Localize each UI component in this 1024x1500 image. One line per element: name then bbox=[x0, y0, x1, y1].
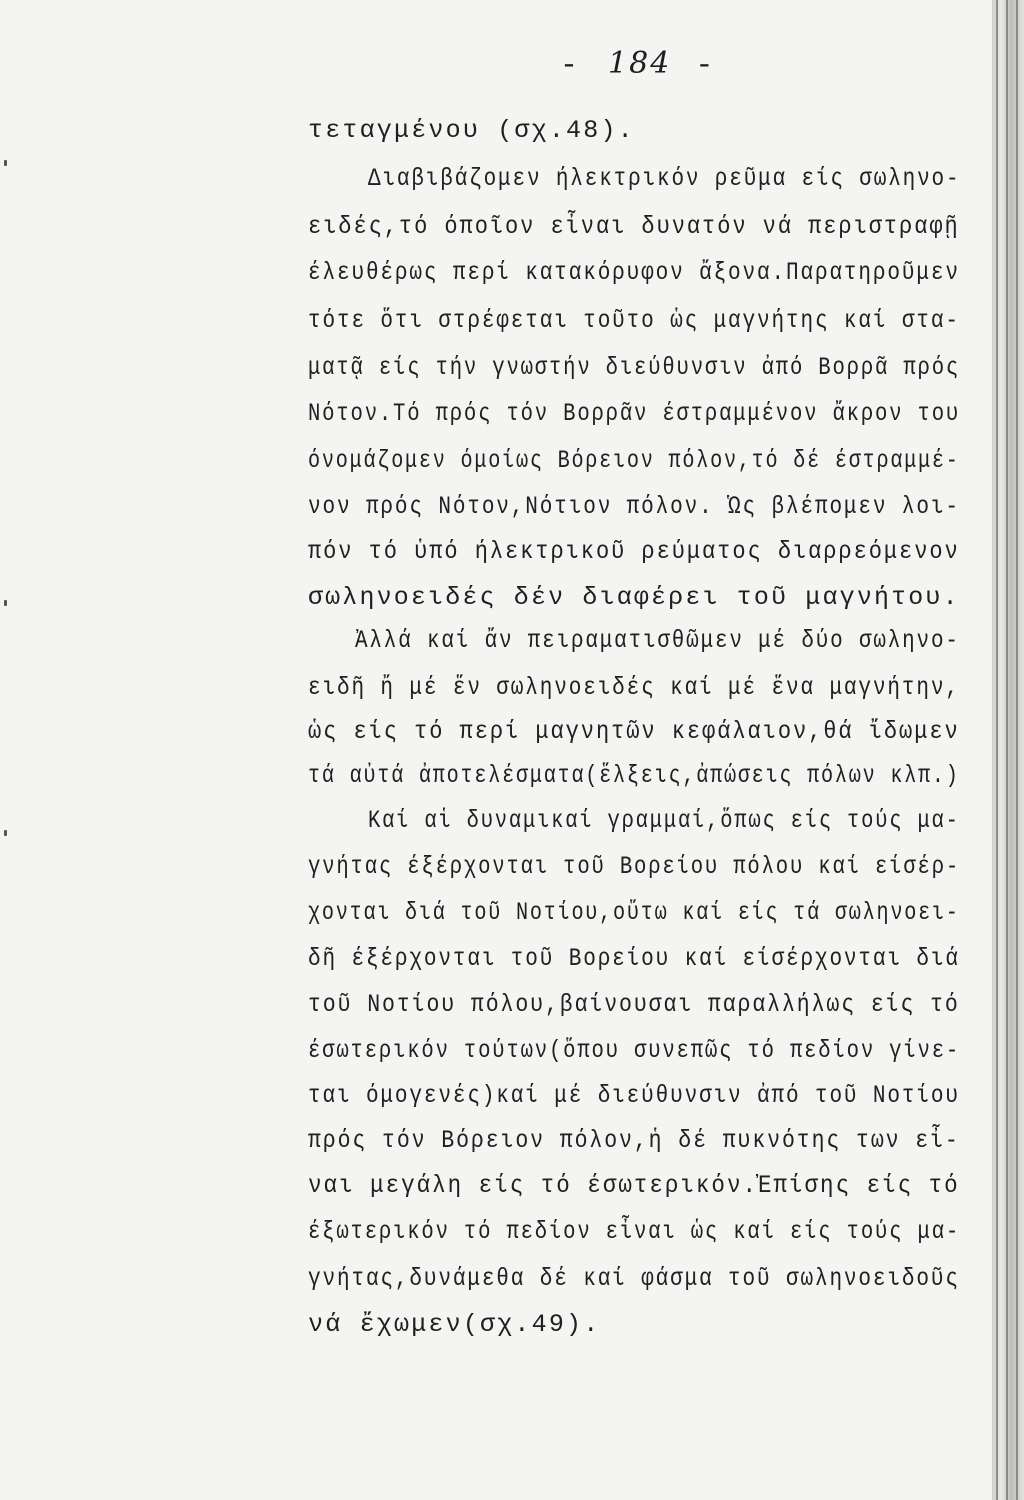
text-line: γνήτας έξέρχονται τοῦ Βορείου πόλου καί είσέρ- bbox=[308, 852, 961, 881]
text-line: νά ἔχωμεν(σχ.49). bbox=[308, 1310, 601, 1339]
text-line: πρός τόν Βόρειον πόλον,ἡ δέ πυκνότης των εἶ- bbox=[308, 1126, 960, 1155]
text-line: δῆ έξέρχονται τοῦ Βορείου καί είσέρχονται διά bbox=[308, 944, 960, 973]
page-number-value: 184 bbox=[608, 46, 672, 81]
text-line: νον πρός Νότον,Νότιον πόλον. Ὡς βλέπομεν λοι- bbox=[308, 492, 960, 521]
text-line: έλευθέρως περί κατακόρυφον ἄξονα.Παρατηροῦμεν bbox=[308, 258, 960, 287]
text-line: τά αὐτά ἀποτελέσματα(ἕλξεις,ἀπώσεις πόλων κλπ.) bbox=[308, 761, 960, 790]
book-page-edge bbox=[992, 0, 1024, 1500]
text-line: πόν τό ὑπό ήλεκτρικοῦ ρεύματος διαρρεόμενον bbox=[308, 537, 960, 566]
page-number-prefix: - bbox=[560, 49, 585, 83]
text-line: τότε ὅτι στρέφεται τοῦτο ὡς μαγνήτης καί στα- bbox=[308, 306, 960, 335]
text-line: ὡς είς τό περί μαγνητῶν κεφάλαιον,θά ἴδωμεν bbox=[308, 717, 960, 746]
text-line: ειδές,τό όποῖον εἶναι δυνατόν νά περιστραφῇ bbox=[308, 212, 960, 241]
text-line: ναι μεγάλη είς τό έσωτερικόν.Ἐπίσης είς τό bbox=[308, 1171, 960, 1200]
text-line: Ἀλλά καί ἄν πειραματισθῶμεν μέ δύο σωληνο- bbox=[355, 626, 960, 655]
page-number-suffix: - bbox=[695, 49, 720, 83]
text-line: όνομάζομεν όμοίως Βόρειον πόλον,τό δέ έστραμμέ- bbox=[308, 446, 960, 475]
text-line: έσωτερικόν τούτων(ὅπου συνεπῶς τό πεδίον γίνε- bbox=[308, 1036, 961, 1065]
text-line: τεταγμένου (σχ.48). bbox=[308, 116, 635, 145]
text-line: Καί αἱ δυναμικαί γραμμαί,ὅπως είς τούς μα- bbox=[368, 806, 960, 835]
text-line: σωληνοειδές δέν διαφέρει τοῦ μαγνήτου. bbox=[308, 583, 960, 612]
edge-line bbox=[1006, 0, 1008, 1500]
edge-line bbox=[996, 0, 998, 1500]
binding-marks bbox=[4, 0, 10, 1500]
text-line: χονται διά τοῦ Νοτίου,οὕτω καί είς τά σωληνοει- bbox=[308, 898, 960, 927]
text-line: γνήτας,δυνάμεθα δέ καί φάσμα τοῦ σωληνοειδοῦς bbox=[308, 1264, 960, 1293]
edge-line bbox=[1016, 0, 1018, 1500]
text-line: τοῦ Νοτίου πόλου,βαίνουσαι παραλλήλως είς τό bbox=[308, 990, 960, 1019]
text-line: Διαβιβάζομεν ήλεκτρικόν ρεῦμα είς σωληνο- bbox=[368, 164, 961, 193]
text-line: Νότον.Τό πρός τόν Βορρᾶν έστραμμένον ἄκρον του bbox=[308, 399, 961, 428]
page-number bbox=[560, 46, 719, 83]
text-line: ματᾷ είς τήν γνωστήν διεύθυνσιν ἀπό Βορρᾶ πρός bbox=[308, 353, 961, 382]
text-line: ειδῆ ἤ μέ ἕν σωληνοειδές καί μέ ἕνα μαγνήτην, bbox=[308, 673, 960, 702]
text-line: ται όμογενές)καί μέ διεύθυνσιν ἀπό τοῦ Νοτίου bbox=[308, 1081, 960, 1110]
text-line: έξωτερικόν τό πεδίον εἶναι ὡς καί είς τούς μα- bbox=[308, 1217, 961, 1246]
